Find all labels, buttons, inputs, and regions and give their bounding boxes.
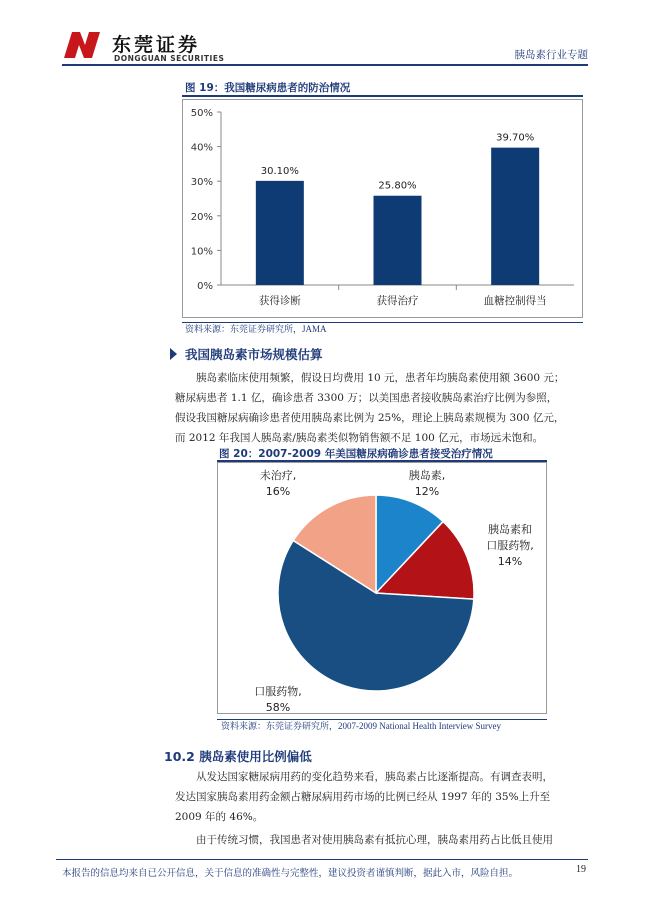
page-number: 19 <box>576 864 586 875</box>
brand-name-en: DONGGUAN SECURITIES <box>114 54 225 63</box>
bar <box>491 148 539 285</box>
section-bullet-icon <box>170 348 177 360</box>
paragraph-line: 由于传统习惯，我国患者对使用胰岛素有抵抗心理，胰岛素用药占比低且使用 <box>196 834 553 846</box>
report-topic: 胰岛素行业专题 <box>514 49 588 61</box>
x-category-label: 血糖控制得当 <box>483 295 547 307</box>
bar <box>256 181 304 285</box>
pie-slice-label: 胰岛素, <box>408 469 446 482</box>
header-divider <box>62 64 588 66</box>
section-heading-market-size: 我国胰岛素市场规模估算 <box>185 347 323 362</box>
paragraph-line: 而 2012 年我国人胰岛素/胰岛素类似物销售额不足 100 亿元，市场远未饱和。 <box>175 432 544 444</box>
x-category-label: 获得治疗 <box>376 295 419 307</box>
usage-ratio-paragraph-1 <box>175 767 553 827</box>
pie-slice-label: 14% <box>497 555 523 568</box>
section-heading-10-2: 10.2 胰岛素使用比例偏低 <box>164 749 312 764</box>
x-category-label: 获得诊断 <box>258 295 301 307</box>
pie-chart <box>218 463 546 713</box>
figure-19-source-suffix: JAMA <box>302 324 327 334</box>
pie-slice-label: 口服药物, <box>486 539 534 552</box>
footer-divider <box>56 859 588 860</box>
pie-slice-label: 胰岛素和 <box>488 523 532 536</box>
paragraph-line: 假设我国糖尿病确诊患者使用胰岛素比例为 25%，理论上胰岛素规模为 300 亿元， <box>175 412 565 424</box>
figure-20-source-suffix: 2007-2009 National Health Interview Survey <box>338 721 501 731</box>
y-tick-label: 50% <box>190 108 213 119</box>
bar-value-label: 30.10% <box>260 165 299 177</box>
figure-20-source <box>221 719 501 732</box>
pie-slice-label: 58% <box>265 701 291 713</box>
figure-20-title: 图 20：2007-2009 年美国糖尿病确诊患者接受治疗情况 <box>219 448 493 460</box>
footer-disclaimer: 本报告的信息均来自已公开信息，关于信息的准确性与完整性，建议投资者谨慎判断，据此入市，风险自担。 <box>62 868 519 879</box>
pie-slice-label: 未治疗, <box>259 469 297 482</box>
usage-ratio-paragraph-2 <box>175 830 553 850</box>
y-tick-label: 10% <box>190 246 213 258</box>
bar <box>374 196 422 285</box>
figure-19-title-rule <box>182 95 583 97</box>
figure-19-title: 图 19：我国糖尿病患者的防治情况 <box>185 82 351 94</box>
y-tick-label: 30% <box>190 177 213 189</box>
brand-name-cn: 东莞证券 <box>112 34 201 56</box>
bar-chart <box>183 100 582 317</box>
bar-value-label: 39.70% <box>496 132 535 144</box>
paragraph-line: 2009 年的 46%。 <box>175 811 264 823</box>
pie-chart-frame <box>217 462 547 714</box>
figure-20-source-prefix: 资料来源：东莞证券研究所， <box>221 722 339 732</box>
pie-slice-label: 12% <box>414 485 440 498</box>
pie-slice-label: 16% <box>265 485 291 498</box>
y-tick-label: 0% <box>197 281 213 292</box>
y-tick-label: 40% <box>190 142 213 154</box>
paragraph-line: 胰岛素临床使用频繁，假设日均费用 10 元，患者年均胰岛素使用额 3600 元； <box>196 372 565 384</box>
y-tick-label: 20% <box>190 211 213 223</box>
figure-19-source-prefix: 资料来源：东莞证券研究所， <box>185 325 303 335</box>
figure-19-source <box>185 322 327 335</box>
bar-chart-frame <box>182 99 583 318</box>
paragraph-line: 发达国家胰岛素用药金额占糖尿病用药市场的比例已经从 1997 年的 35%上升至 <box>175 791 551 803</box>
bar-value-label: 25.80% <box>378 180 417 192</box>
dongguan-securities-logo-icon <box>62 30 102 60</box>
paragraph-line: 从发达国家糖尿病用药的变化趋势来看，胰岛素占比逐渐提高。有调查表明， <box>196 771 553 783</box>
pie-slice-label: 口服药物, <box>254 685 302 698</box>
market-size-paragraph <box>175 368 564 448</box>
paragraph-line: 糖尿病患者 1.1 亿，确诊患者 3300 万；以美国患者接收胰岛素治疗比例为参照， <box>175 392 558 404</box>
